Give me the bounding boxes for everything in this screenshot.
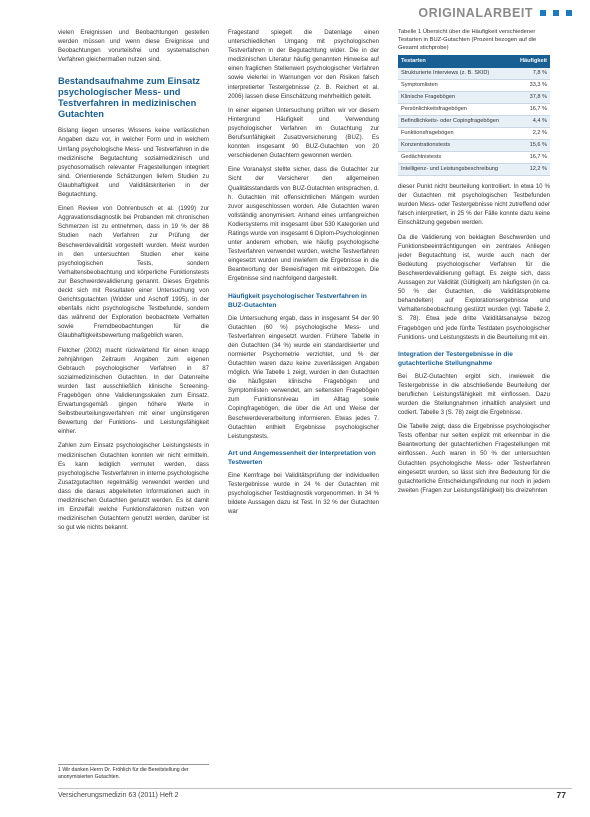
- table-testarten: [398, 55, 550, 176]
- row-label: Funktionsfragebögen: [398, 128, 513, 140]
- paragraph: Eine Voranalyst stellte sicher, dass die Gutachter zur Sicht der Versicherer den allgemeinen Qualitätsstandards von BUZ-Gutachten entsprachen, d. h. Gutachten mit offensichtlichen Mängeln wurden zuvor ausgeschlossen worden. Alle Gutachten waren vollständig anonymisiert. Anhand eines umfangreichen Kodiersystems mit insgesamt über 530 Kategorien und Ratings wurde von insgesamt 6 Diplom-Psychologinnen unter anderem erhoben, wie häufig psychologische Testverfahren verwendet wurden, welche Testverfahren eingesetzt wurden und inwiefern die Ergebnisse in die Beantwortung der Beweisfragen mit einbezogen. Die Ergebnisse sind nachfolgend dargestellt.: [228, 166, 379, 283]
- paragraph: dieser Punkt nicht beurteilung kontrolliert. In etwa 10 % der Gutachten mit psychologischen Testbefunden wurden Mess- oder Testergebnisse nicht zutreffend oder falsch interpretiert, in 25 % der Fälle konnte dazu keine Einschätzung gegeben werden.: [398, 183, 550, 227]
- table-row: [398, 68, 550, 80]
- subsection-title: Häufigkeit psychologischer Testverfahren in BUZ-Gutachten: [228, 292, 367, 309]
- row-label: Gedächtnistests: [398, 152, 513, 164]
- row-label: Strukturierte Interviews (z. B. SKID): [398, 68, 513, 80]
- header-square-icon: [553, 10, 559, 16]
- header-square-icon: [540, 10, 546, 16]
- table-row: [398, 116, 550, 128]
- paragraph: Bislang liegen unseres Wissens keine verlässlichen Angaben dazu vor, in welcher Form und in welchem Umfang psychologische Mess- und Testverfahren in die medizinische Begutachtung sozialmedizinisch und psychosomatisch relevanter Fragestellungen integriert sind. Orientierende Schätzungen liefern Studien zu Glaubhaftigkeit und Validitätskriterien in der Begutachtung.: [58, 127, 209, 199]
- row-value: 12,2 %: [513, 164, 550, 176]
- row-value: 7,8 %: [513, 68, 550, 80]
- column-middle: [228, 28, 379, 521]
- journal-citation: Versicherungsmedizin 63 (2011) Heft 2: [58, 792, 179, 799]
- row-value: 37,8 %: [513, 92, 550, 104]
- row-value: 16,7 %: [513, 152, 550, 164]
- table-row: [398, 164, 550, 176]
- header-square-icon: [566, 10, 572, 16]
- table-row: [398, 152, 550, 164]
- page-number: 77: [556, 790, 566, 800]
- table-header-testarten: Testarten: [398, 55, 513, 68]
- footnote: 1 Wir danken Herrn Dr. Fröhlich für die Bereitstellung der anonymisierten Gutachten.: [58, 764, 209, 781]
- table-row: [398, 92, 550, 104]
- paragraph: Die Tabelle zeigt, dass die Ergebnisse psychologischer Tests offenbar nur selten explizit mit erkennbar in die Beantwortung der gutachterlichen Fragestellungen mit einflossen. Auch waren in 50 % der untersuchten Gutachten psychologische Mess- oder Testverfahren eingesetzt wurden, so lässt sich ihre Bedeutung für die gutachterliche Entscheidungsfindung nur noch in jedem zweiten (Fragen zur Leistungsfähigkeit) bis dreizehnten: [398, 423, 550, 494]
- paragraph: Fragestand spiegelt die Datenlage einen unterschiedlichen Umgang mit psychologischen Testverfahren in der Begutachtung wider. Die in der medizinischen Literatur häufig genannten Hinweise auf einen fraglichen Stellenwert psychologischer Verfahren sowie vielerlei in Warnungen vor den Risiken falsch interpretierter Testergebnisse (z. B. Reichert et al. 2006) lassen diese Einschätzung mehrheitlich geteilt.: [228, 29, 379, 100]
- paragraph: Die Untersuchung ergab, dass in insgesamt 54 der 90 Gutachten (60 %) psychologische Mess- und Testverfahren eingesetzt wurden. Frühere Tabelle in den Gutachten (34 %) wurde ein standardisierter und normierter Psychometrie verzichtet, und % der Gutachten waren dazu keine zuverlässigen Angaben möglich. Wie Tabelle 1 zeigt, wurden in den Gutachten die häufigsten klinische Fragebögen und Symptomlisten verwendet, am seltensten Fragebögen zum Funktionsniveau im Alltag sowie Copingfragebögen, die über die Art und Weise der Beschwerdeverarbeitung informieren. Etwas jedes 7. Gutachten enthielt Ergebnisse psychologischer Leistungstests.: [228, 314, 379, 440]
- paragraph: Da die Validierung von beklagten Beschwerden und Funktionsbeeinträchtigungen ein zentrales Anliegen jeder Begutachtung ist, wurde auch nach der Bedeutung psychologischer Verfahren für die Beschwerdevalidierung gefragt. Es zeigte sich, dass Aussagen zur Validität (Gültigkeit) am häufigsten (in ca. 50 % der Gutachten, die Validitätsprobleme behandelten) auf Explorationsergebnisse und Verhaltensbeobachtung gestützt wurden (vgl. Tabelle 2, S. 78). Etwa jede dritte Validitätsanalyse bezog Fragebögen und jede fünfte Testdaten psychologischer Funktions- und Leistungstests in die Beurteilung mit ein.: [398, 233, 550, 341]
- row-value: 4,4 %: [513, 116, 550, 128]
- row-value: 16,7 %: [513, 104, 550, 116]
- row-label: Persönlichkeitsfragebögen: [398, 104, 513, 116]
- table-caption: Tabelle 1 Übersicht über die Häufigkeit verschiedener Testarten in BUZ-Gutachten (Prozent bezogen auf die Gesamt stichprobe): [398, 29, 537, 51]
- subsection-title: Integration der Testergebnisse in die gutachterliche Stellungnahme: [398, 350, 513, 367]
- table-row: [398, 140, 550, 152]
- column-left: [58, 28, 209, 537]
- section-label: ORIGINALARBEIT: [418, 6, 533, 20]
- table-row: [398, 80, 550, 92]
- table-row: [398, 128, 550, 140]
- table-header-haeufigkeit: Häufigkeit: [513, 55, 550, 68]
- row-label: Symptomlisten: [398, 80, 513, 92]
- subsection-title: Art und Angemessenheit der Interpretation von Testwerten: [228, 449, 376, 466]
- row-value: 15,6 %: [513, 140, 550, 152]
- column-right: [398, 28, 550, 500]
- paragraph: Einen Review von Dohrenbusch et al. (1999) zur Aggravationsdiagnostik bei Probanden mit chronischen Schmerzen ist zu entnehmen, dass in 19 % der 86 Studien nach Verfahren zur Prüfung der Beschwerdevalidität vorgestellt wurden. Meist wurden in den untersuchten Studien eher keine psychologischen Tests, sondern Verhaltensbeobachtung und körperliche Funktionstests zur Beschwerdevalidierung genannt. Dieses Ergebnis deckt sich mit Resultaten einer Untersuchung von Gerichtsgutachten (Widder und Aschoff 1995), in der ebenfalls nicht psychologische Testbefunde, sondern das während der Exploration beobachtete Verhalten sowie Fremdbeobachtungen für die Glaubhaftigkeitsbewertung maßgeblich waren.: [58, 205, 209, 340]
- row-label: Befindlichkeits- oder Copingfragebögen: [398, 116, 513, 128]
- paragraph: Bei BUZ-Gutachten ergibt sich, inwieweit die Testergebnisse in die abschließende Beurteilung der beruflichen Leistungsfähigkeit mit einflossen. Dazu wurden die Stellungnahmen inhaltlich analysiert und codiert. Tabelle 3 (S. 78) zeigt die Ergebnisse.: [398, 372, 550, 417]
- paragraph: Zahlen zum Einsatz psychologischer Leistungstests in medizinischen Gutachten konnten wir nicht ermitteln. Es kann lediglich vermutet werden, dass psychologische Testverfahren in interne psychologische Zusatzgutachten regelmäßig verwendet werden und dass die daraus abgeleiteten Informationen auch in medizinischen Gutachten genutzt werden. Es ist damit im Einzelfall welche Funktionsfaktoren nutzen von medizinischen Gutachtern genutzt werden, darüber ist so gut wie nichts bekannt.: [58, 442, 209, 532]
- paragraph: In einer eigenen Untersuchung prüften wir vor diesem Hintergrund Häufigkeit und Verwendung psychologischer Verfahren im Gutachtung zur Berufsunfähigkeit Zusatzversicherung (BUZ). Es konnten insgesamt 90 BUZ-Gutachten von 20 verschiedenen Gutachtern gewonnen werden.: [228, 106, 379, 160]
- page-header: [418, 6, 572, 20]
- row-label: Intelligenz- und Leistungsbeschreibung: [398, 164, 513, 176]
- row-label: Klinische Fragebögen: [398, 92, 513, 104]
- footer-divider: [58, 788, 572, 789]
- paragraph: Fletcher (2002) macht rückwärtend für einen knapp zehnjährigen Zeitraum Angaben zum eigenen Gebrauch psychologischer Verfahren in 87 sozialmedizinischen Gutachten. In der Datenreihe wurden fast ausschließlich klinische Screening-Fragebögen ohne Validierungsskalen zum Einsatz. Erwartungsgemäß gingen höhere Werte in Selbstbeurteilungsverfahren mit einer ungünstigeren Bewertung der Funktions- und Leistungsfähigkeit einher.: [58, 346, 209, 436]
- row-value: 2,2 %: [513, 128, 550, 140]
- row-label: Konzentrationstests: [398, 140, 513, 152]
- section-title: Bestandsaufnahme zum Einsatz psychologischer Mess- und Testverfahren in medizinischen Gutachten: [58, 76, 201, 120]
- row-value: 33,3 %: [513, 80, 550, 92]
- paragraph: vielen Ereignissen und Beobachtungen gestellen werden müssen und wenn diese Ereignisse und Beobachtungen vorurteilsfrei und systematischen Verfahren gleichermaßen nutzen sind.: [58, 29, 209, 64]
- paragraph: Eine Kernfrage bei Validitätsprüfung der individuellen Testergebnisse wurde in 24 % der Gutachten mit psychologischer Testdiagnostik vorgenommen. In 34 % bildete Aussagen dazu ist Test. In 32 % der Gutachten war: [228, 471, 379, 516]
- table-row: [398, 104, 550, 116]
